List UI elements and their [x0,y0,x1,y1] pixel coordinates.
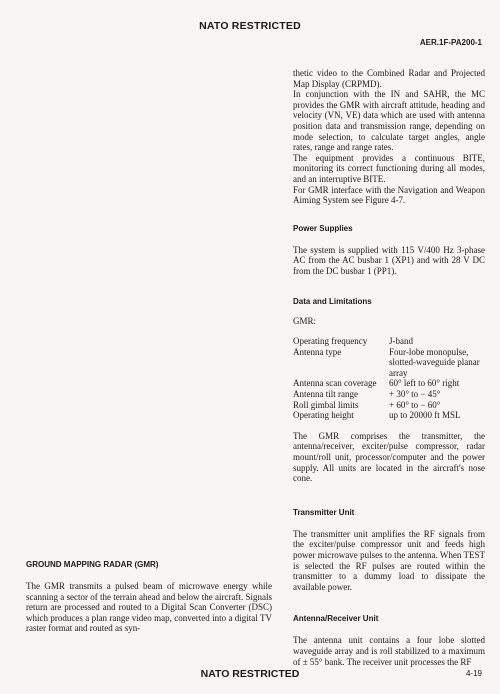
left-column [26,560,272,634]
spec-value: up to 20000 ft MSL [389,410,461,421]
intro-paragraph-1: thetic video to the Combined Radar and Projected Map Display (CRPMD). [293,68,485,89]
data-limitations-paragraph: The GMR comprises the transmitter, the antenna/receiver, exciter/pulse compressor, radar mount/roll unit, processor/computer and the power supply. All units are located in the aircraft's nose cone. [293,430,485,484]
transmitter-unit-paragraph: The transmitter unit amplifies the RF signals from the exciter/pulse compressor unit and feeds high power microwave pulses to the antenna. When TEST is selected the RF pulses are routed within the transmitter to a dummy load to dissipate the available power. [293,528,485,592]
spec-row [293,347,485,379]
gmr-section-heading: GROUND MAPPING RADAR (GMR) [26,560,159,569]
spec-label: Antenna scan coverage [293,378,377,389]
spec-label: Operating height [293,410,354,421]
spec-row [293,400,485,411]
spec-row [293,378,485,389]
intro-paragraph-2: In conjunction with the IN and SAHR, the MC provides the GMR with aircraft attitude, heading and velocity (VN, VE) data which are used with antenna position data and transmission range, depending on mode selection, to calculate target angles, angle rates, range and range rates. [293,89,485,153]
antenna-receiver-heading: Antenna/Receiver Unit [293,614,379,624]
page-number: 4-19 [465,669,482,678]
gmr-label: GMR: [293,315,317,326]
spec-value: + 30° to − 45° [389,389,441,400]
spec-row [293,410,485,421]
spec-value: J-band [389,336,413,347]
spec-label: Antenna type [293,346,342,357]
transmitter-unit-heading: Transmitter Unit [293,507,355,517]
spec-label: Antenna tilt range [293,389,358,400]
spec-label: Roll gimbal limits [293,399,359,410]
data-limitations-heading: Data and Limitations [293,296,372,306]
header-classification: NATO RESTRICTED [199,20,301,32]
intro-paragraph-4: For GMR interface with the Navigation and Weapon Aiming System see Figure 4-7. [293,184,485,206]
spec-value: + 60° to − 60° [389,399,441,410]
spec-value: 60° left to 60° right [389,378,460,389]
footer-classification: NATO RESTRICTED [200,668,300,680]
spec-label: Operating frequency [293,336,368,347]
spec-row [293,336,485,347]
right-column [293,68,485,667]
spec-row [293,389,485,400]
gmr-section-paragraph: The GMR transmits a pulsed beam of microwave energy while scanning a sector of the terrain ahead and below the aircraft. Signals return are processed and routed to a Digital Scan Converter (DSC) which produces a plan range video map, converted into a digital TV raster format and routed as syn- [26,581,272,634]
power-supplies-paragraph: The system is supplied with 115 V/400 Hz 3-phase AC from the AC busbar 1 (XP1) and with 28 V DC from the DC busbar 1 (PP1). [293,244,485,276]
antenna-receiver-paragraph: The antenna unit contains a four lobe slotted waveguide array and is roll stabilized to a maximum of ± 55° bank. The receiver unit processes the RF [293,635,485,667]
spec-value: Four-lobe monopulse, slotted-waveguide planar array [389,346,480,378]
header-document-id: AER.1F-PA200-1 [419,38,482,47]
specs-table [293,336,485,421]
intro-paragraph-3: The equipment provides a continuous BITE, monitoring its correct functioning during all modes, and an interruptive BITE. [293,152,485,184]
power-supplies-heading: Power Supplies [293,223,353,233]
